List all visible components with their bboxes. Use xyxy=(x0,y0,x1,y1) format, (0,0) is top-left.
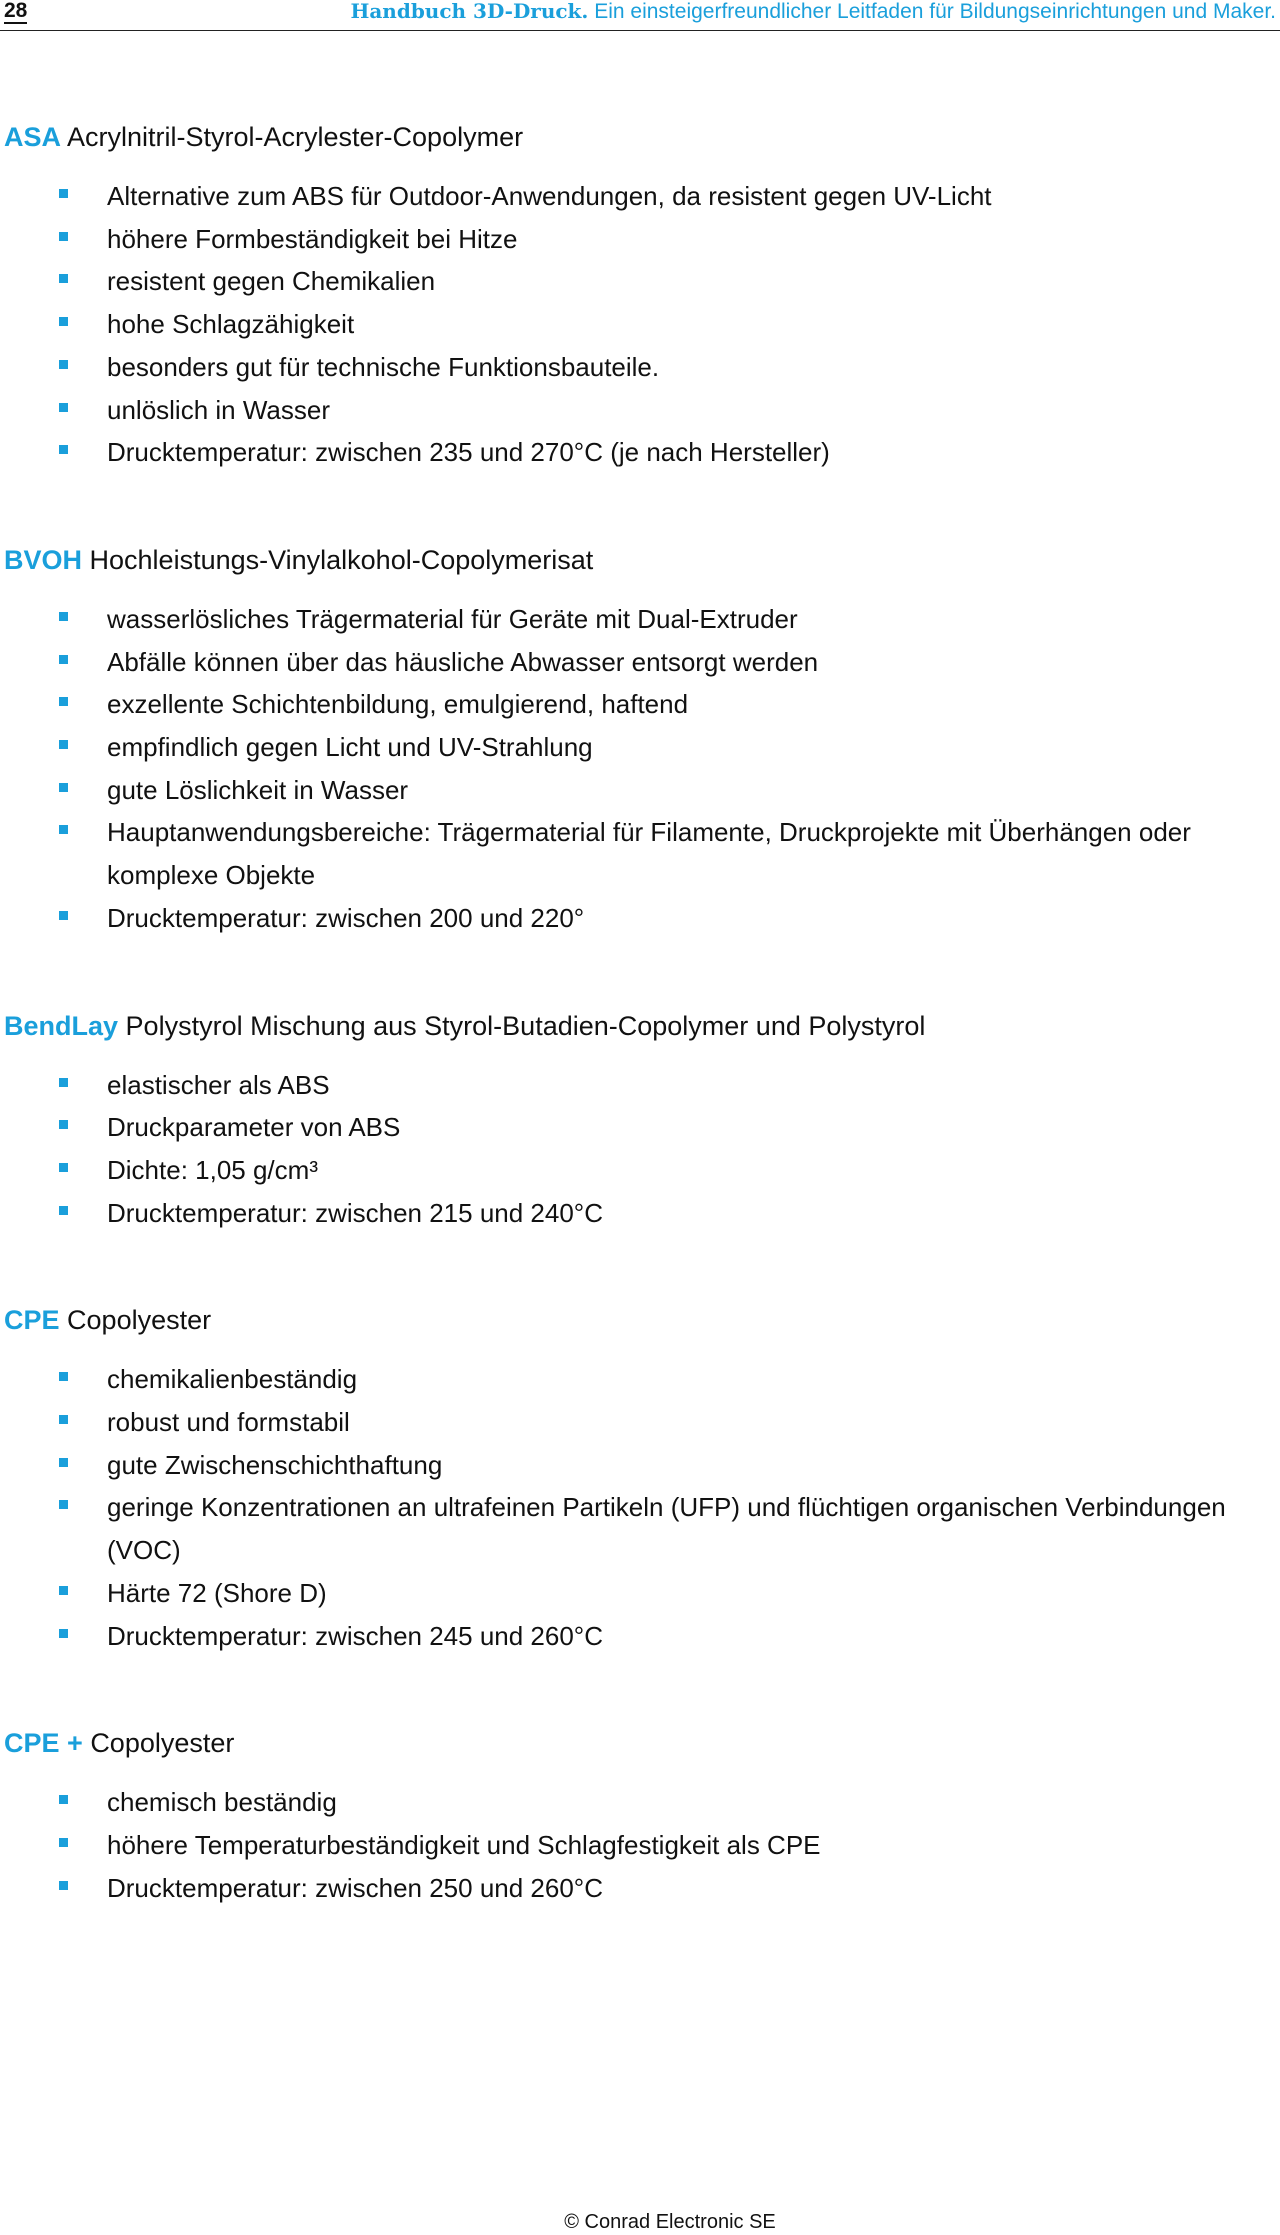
list-item xyxy=(4,1192,1276,1235)
list-item xyxy=(4,1781,1276,1824)
list-item-text: gute Löslichkeit in Wasser xyxy=(107,774,409,805)
list-item xyxy=(4,598,1276,641)
list-item xyxy=(4,1064,1276,1107)
list-item xyxy=(4,218,1276,261)
property-list xyxy=(4,598,1276,940)
material-section xyxy=(4,1723,1276,1909)
list-item-text: resistent gegen Chemikalien xyxy=(107,266,436,297)
list-item-text: höhere Formbeständigkeit bei Hitze xyxy=(107,223,518,254)
list-item xyxy=(4,811,1276,896)
list-item xyxy=(4,641,1276,684)
list-item xyxy=(4,1615,1276,1658)
square-bullet-icon xyxy=(59,655,68,664)
list-item xyxy=(4,1486,1276,1571)
list-item xyxy=(4,897,1276,940)
list-item-text: Härte 72 (Shore D) xyxy=(107,1577,327,1608)
list-item-text: exzellente Schichtenbildung, emulgierend, haftend xyxy=(107,689,689,720)
square-bullet-icon xyxy=(59,911,68,920)
square-bullet-icon xyxy=(59,1206,68,1215)
list-item xyxy=(4,431,1276,474)
square-bullet-icon xyxy=(59,1415,68,1424)
page-number: 28 xyxy=(4,0,28,22)
property-list xyxy=(4,1781,1276,1909)
list-item-text: unlöslich in Wasser xyxy=(107,394,331,425)
square-bullet-icon xyxy=(59,1163,68,1172)
page-header xyxy=(0,0,1280,31)
square-bullet-icon xyxy=(59,1629,68,1638)
square-bullet-icon xyxy=(59,1881,68,1890)
list-item-text: elastischer als ABS xyxy=(107,1069,330,1100)
material-name: Copolyester xyxy=(90,1728,235,1759)
square-bullet-icon xyxy=(59,1586,68,1595)
square-bullet-icon xyxy=(59,232,68,241)
square-bullet-icon xyxy=(59,1078,68,1087)
list-item xyxy=(4,1401,1276,1444)
section-heading xyxy=(4,117,1276,157)
material-name: Polystyrol Mischung aus Styrol-Butadien-Copolymer und Polystyrol xyxy=(125,1010,926,1041)
list-item-text: höhere Temperaturbeständigkeit und Schlagfestigkeit als CPE xyxy=(107,1829,821,1860)
list-item xyxy=(4,389,1276,432)
running-title-bold: Handbuch 3D-Druck. xyxy=(350,0,589,23)
list-item xyxy=(4,769,1276,812)
material-name: Hochleistungs-Vinylalkohol-Copolymerisat xyxy=(89,544,594,575)
list-item-text: Drucktemperatur: zwischen 235 und 270°C (je nach Hersteller) xyxy=(107,437,830,468)
material-abbreviation: BendLay xyxy=(4,1010,119,1041)
material-abbreviation: BVOH xyxy=(4,544,83,575)
square-bullet-icon xyxy=(59,783,68,792)
material-abbreviation: CPE xyxy=(4,1305,60,1336)
material-section xyxy=(4,540,1276,940)
list-item xyxy=(4,726,1276,769)
square-bullet-icon xyxy=(59,1795,68,1804)
square-bullet-icon xyxy=(59,1372,68,1381)
material-section xyxy=(4,1300,1276,1657)
copyright-text: © Conrad Electronic SE xyxy=(564,2211,776,2233)
square-bullet-icon xyxy=(59,612,68,621)
square-bullet-icon xyxy=(59,1500,68,1509)
list-item-text: Drucktemperatur: zwischen 200 und 220° xyxy=(107,902,585,933)
list-item xyxy=(4,1149,1276,1192)
list-item-text: Hauptanwendungsbereiche: Trägermaterial für Filamente, Druckprojekte mit Überhängen oder komplexe Objekte xyxy=(107,817,1191,891)
material-name: Acrylnitril-Styrol-Acrylester-Copolymer xyxy=(67,122,524,152)
list-item-text: Drucktemperatur: zwischen 245 und 260°C xyxy=(107,1620,603,1651)
running-title-rest: Ein einsteigerfreundlicher Leitfaden für Bildungseinrichtungen und Maker. xyxy=(588,0,1276,23)
section-heading xyxy=(4,1723,1276,1763)
square-bullet-icon xyxy=(59,740,68,749)
section-heading xyxy=(4,1300,1276,1340)
material-abbreviation: ASA xyxy=(4,122,62,152)
list-item xyxy=(4,1444,1276,1487)
list-item-text: robust und formstabil xyxy=(107,1407,350,1438)
list-item-text: geringe Konzentrationen an ultrafeinen Partikeln (UFP) und flüchtigen organischen Verbindungen (VOC) xyxy=(107,1492,1226,1566)
list-item-text: Abfälle können über das häusliche Abwasser entsorgt werden xyxy=(107,646,819,677)
list-item xyxy=(4,1106,1276,1149)
square-bullet-icon xyxy=(59,445,68,454)
square-bullet-icon xyxy=(59,825,68,834)
list-item-text: wasserlösliches Trägermaterial für Geräte mit Dual-Extruder xyxy=(107,603,798,634)
square-bullet-icon xyxy=(59,360,68,369)
list-item-text: Dichte: 1,05 g/cm³ xyxy=(107,1154,318,1185)
list-item xyxy=(4,1824,1276,1867)
square-bullet-icon xyxy=(59,274,68,283)
property-list xyxy=(4,175,1276,474)
list-item-text: gute Zwischenschichthaftung xyxy=(107,1449,443,1480)
list-item-text: besonders gut für technische Funktionsbauteile. xyxy=(107,351,660,382)
list-item xyxy=(4,346,1276,389)
list-item xyxy=(4,1572,1276,1615)
list-item-text: empfindlich gegen Licht und UV-Strahlung xyxy=(107,732,593,763)
property-list xyxy=(4,1064,1276,1235)
list-item xyxy=(4,1358,1276,1401)
list-item xyxy=(4,260,1276,303)
material-section xyxy=(4,1006,1276,1235)
section-heading xyxy=(4,1006,1276,1046)
list-item-text: Drucktemperatur: zwischen 250 und 260°C xyxy=(107,1872,603,1903)
page-footer xyxy=(0,2210,1280,2234)
list-item-text: chemisch beständig xyxy=(107,1787,337,1818)
material-name: Copolyester xyxy=(67,1305,212,1336)
document-content xyxy=(4,117,1276,1975)
property-list xyxy=(4,1358,1276,1657)
square-bullet-icon xyxy=(59,697,68,706)
list-item-text: chemikalienbeständig xyxy=(107,1364,358,1395)
list-item xyxy=(4,175,1276,218)
square-bullet-icon xyxy=(59,189,68,198)
running-title xyxy=(350,0,1276,23)
square-bullet-icon xyxy=(59,1458,68,1467)
list-item-text: Druckparameter von ABS xyxy=(107,1112,401,1143)
list-item-text: Drucktemperatur: zwischen 215 und 240°C xyxy=(107,1197,603,1228)
square-bullet-icon xyxy=(59,403,68,412)
list-item-text: hohe Schlagzähigkeit xyxy=(107,309,355,340)
section-heading xyxy=(4,540,1276,580)
square-bullet-icon xyxy=(59,1120,68,1129)
material-abbreviation: CPE + xyxy=(4,1728,83,1759)
square-bullet-icon xyxy=(59,317,68,326)
list-item xyxy=(4,1867,1276,1910)
list-item xyxy=(4,683,1276,726)
list-item xyxy=(4,303,1276,346)
square-bullet-icon xyxy=(59,1838,68,1847)
list-item-text: Alternative zum ABS für Outdoor-Anwendungen, da resistent gegen UV-Licht xyxy=(107,181,992,211)
material-section xyxy=(4,117,1276,474)
